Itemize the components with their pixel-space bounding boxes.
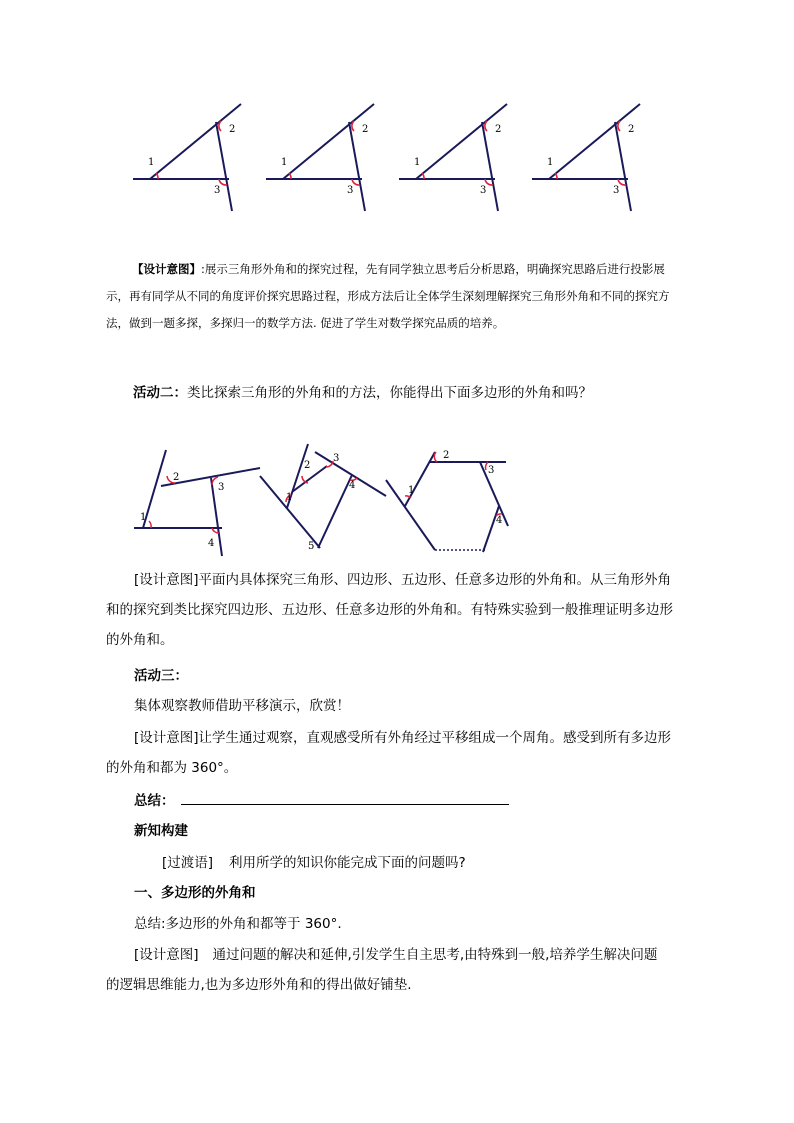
polygon-figure-row <box>130 440 520 560</box>
triangle-2-label-3: 3 <box>347 185 354 196</box>
penta-label-4: 4 <box>349 480 356 491</box>
design-intent-1-line3: 法，做到一题多探，多探归一的数学方法. 促进了学生对数学探究品质的培养。 <box>106 316 505 330</box>
hexa-label-2: 2 <box>443 450 450 461</box>
design-intent-2-tag: [设计意图] <box>134 572 199 588</box>
transition-text: 利用所学的知识你能完成下面的问题吗? <box>229 855 466 871</box>
activity-3-label: 活动三： <box>134 668 188 684</box>
design-intent-2 <box>106 565 726 655</box>
design-intent-3-line1: 让学生通过观察，直观感受所有外角经过平移组成一个周角。感受到所有多边形 <box>198 730 672 746</box>
penta-label-2: 2 <box>304 460 311 471</box>
triangle-1-label-1: 1 <box>148 157 155 168</box>
triangle-figures <box>130 100 670 215</box>
triangle-2-label-1: 1 <box>281 157 288 168</box>
design-intent-1 <box>106 256 706 337</box>
design-intent-3-tag: [设计意图] <box>134 730 199 746</box>
triangle-3-label-2: 2 <box>495 124 502 135</box>
polygon-figures <box>130 440 520 560</box>
angle-arc-2 <box>485 121 487 131</box>
triangle-4-label-1: 1 <box>547 157 554 168</box>
quad-label-4: 4 <box>208 538 215 549</box>
triangle-4-label-2: 2 <box>628 124 635 135</box>
summary-label: 总结： <box>134 793 175 809</box>
quad-label-3: 3 <box>218 482 225 493</box>
quadrilateral-figure <box>134 450 260 556</box>
summary <box>134 786 509 816</box>
quad-label-2: 2 <box>173 472 180 483</box>
triangle-figure-row <box>130 100 670 215</box>
penta-label-3: 3 <box>333 453 340 464</box>
triangle-4-label-3: 3 <box>613 185 620 196</box>
summary-answer-blank[interactable] <box>181 790 509 805</box>
activity-2 <box>133 378 592 408</box>
design-intent-3 <box>106 723 726 783</box>
design-intent-4-line2: 的逻辑思维能力,也为多边形外角和的得出做好铺垫. <box>106 977 412 993</box>
hexa-label-3: 3 <box>488 465 495 476</box>
penta-label-5: 5 <box>308 541 315 552</box>
triangle-3-label-3: 3 <box>480 185 487 196</box>
pentagon-figure <box>260 444 386 548</box>
angle-arc-2 <box>618 121 620 131</box>
design-intent-4-line1: 通过问题的解决和延伸,引发学生自主思考,由特殊到一般,培养学生解决问题 <box>212 947 658 963</box>
hexa-label-1: 1 <box>408 485 415 496</box>
design-intent-2-line2: 和的探究到类比探究四边形、五边形、任意多边形的外角和。有特殊实验到一般推理证明多边形 <box>106 602 673 618</box>
design-intent-2-line3: 的外角和。 <box>106 632 174 648</box>
new-build-title: 新知构建 <box>134 823 188 839</box>
penta-label-1: 1 <box>286 492 293 503</box>
triangle-1-label-3: 3 <box>214 185 221 196</box>
transition-tag: [过渡语] <box>162 855 214 871</box>
triangle-2-label-2: 2 <box>362 124 369 135</box>
activity-2-label: 活动二： <box>133 385 187 401</box>
triangle-3-label-1: 1 <box>414 157 421 168</box>
conclusion: 总结:多边形的外角和都等于 360°. <box>134 916 342 932</box>
design-intent-1-tag: 【设计意图】 <box>132 262 201 276</box>
design-intent-2-line1: 平面内具体探究三角形、四边形、五边形、任意多边形的外角和。从三角形外角 <box>198 572 672 588</box>
design-intent-3-line2: 的外角和都为 360°。 <box>106 760 238 776</box>
triangle-1-label-2: 2 <box>229 124 236 135</box>
design-intent-4-tag: [设计意图] <box>134 947 199 963</box>
activity-2-text: 类比探索三角形的外角和的方法，你能得出下面多边形的外角和吗？ <box>187 385 592 401</box>
quad-label-1: 1 <box>140 512 147 523</box>
section-1-title: 一、多边形的外角和 <box>134 885 256 901</box>
angle-arc-2 <box>352 121 354 131</box>
hexa-label-4: 4 <box>496 515 503 526</box>
design-intent-1-line2: 示，再有同学从不同的角度评价探究思路过程，形成方法后让全体学生深刻理解探究三角形外角和不同的探究方 <box>106 289 670 303</box>
activity-3-text: 集体观察教师借助平移演示，欣赏！ <box>134 698 350 714</box>
angle-arc-2 <box>219 121 221 131</box>
design-intent-1-line1: :展示三角形外角和的探究过程，先有同学独立思考后分析思路，明确探究思路后进行投影展 <box>201 262 665 276</box>
transition <box>162 848 466 878</box>
design-intent-4 <box>106 940 726 1000</box>
